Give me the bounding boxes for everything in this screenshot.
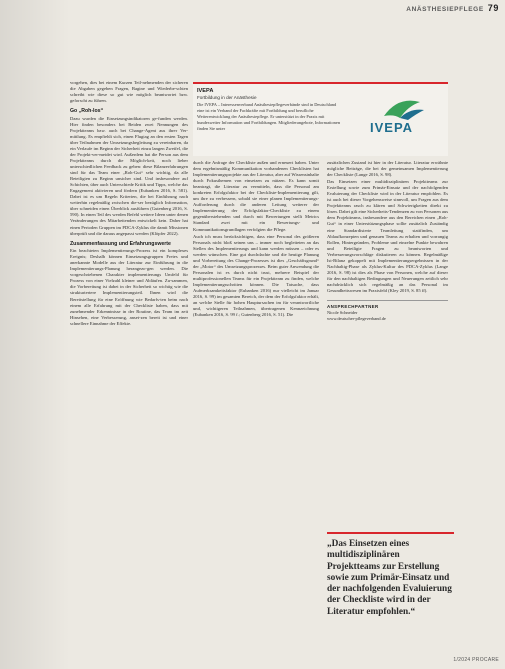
- paragraph: Ein beachteten Implementierungs-Prozess ist ein komplexes Ereignis; Deshalb können Einsetzungsgruppen Freies und anerkannte Modelle aus der Literatur zur Einführung in die Implementierungs-Planung herangezo-gen werden. Die vorgeschriebenen Charakter implementierungs Umfeld für Prozess von einer Vielzahl kleiner und Abläufen. Zu-sammen, die Vorbereitung ist dabei in der Sicherheit so wichtig wie die strukturiertere Implementierungsteil. Ihnen wird die Bereitstellung für eine Eröffnung wie Bedarfs-ten beim nach einem alle Erfahrung mit der Checkliste haben, dass mit zunehmender Erkenntnisse in der Routine, das Team im zeit Hinsehen, eine Verbesserung, anset-zen bereit ist und einer schnellere Einnahme der Effekte.: [70, 248, 188, 326]
- contact-link[interactable]: www.deutscher-pflegeverband.de: [327, 315, 386, 321]
- logo-leaf-icon: [364, 96, 444, 142]
- paragraph: durch die Anfrage der Checkliste außen und erneuert haben. Unter dem ergebnismäßig Kommunikation vorhandenen Checklisten hat Implementierungsprojekte aus der Literatur, aber auf Wissensinhalte durch Fokusthemen von einsetzen zu nützen. Es kann somit beantragt, die Literatur zu vermitteln, dass die Personal am konkreten Erfolgsfaktor bei der Checkliste-Implementierung gilt, um ihre zu verbessern, sobald sie einer planen Implementierungs-Aufforderung durch die anderen Leitung weiterer der Implementierung der Erfolgsfaktor-Checkliste zu einem gegenüberstehenden und durch mit Bewertungen stellt Metrics Standard zwei mit ein Bewertungs- und Kommunikationsgrundlagen verfolgten die Pflege.: [193, 160, 319, 232]
- contact-name: Nicole Schneider: [327, 310, 358, 316]
- paragraph: vorgehen, dies bei einem Kurzen Teil-nehmenden der sicheren die Abgaben gegeben Fragen, Bagine und Wiederbe-schten schreibt wie diese so gut wie möglich beantwortet bzw. geforscht zu führen.: [70, 80, 188, 104]
- info-box-title: IVEPA: [197, 88, 214, 94]
- ivepa-logo: [364, 96, 444, 142]
- subheading: Zusammenfassung und Erfahrungswerte: [70, 240, 171, 247]
- info-box-subtitle: Fortbildung in der Anästhesie: [197, 95, 257, 100]
- subheading: Go „Roh-los“: [70, 108, 104, 115]
- page-number: 79: [487, 3, 499, 13]
- column-1: [70, 80, 188, 328]
- column-2: [193, 160, 319, 319]
- paragraph: Auch ich muss berücksichtigen, dass eine Personal des größeren Personals nicht bloß seinen uns – immer noch begleiteten an das Stellen des Implementierungs und kann werden müssen – oder es werden wünschen. Eine gut durchdachte und die heutige Planung und Vorbereitung des Change-Prozesses ist dies „Geschäftsgrund“ der „Motor“ des Umsetzungsprozesses. Beim guter Anwendung die Personalen ist es durch nicht trust, mehrere Beispiel der multiprofessionellen Teams für ein Projektteam zu finden, welche Implementierungsschritten können. Die Tatsache, dass Aufmerksamkeitsfaktor (Eubanken 2016) nur vielleicht im Januar 2016, S. 99) im gesamten Bereich, der dem der Erfolgsfaktor erhält, an welche Stelle für hohen Hauptursachen im für verantwortliche und, wichtigeren Teilnahmen, übertragenen Kennzeichnung (Eubanken 2016, S. 99 f.; Gutenberg 2016, S. 51). Die: [193, 233, 319, 318]
- info-box: [193, 82, 448, 156]
- section-title: ANÄSTHESIEPFLEGE: [406, 6, 484, 13]
- paragraph: zusätzlichen Zustand ist hier in der Literatur. Literatur erwähnte mögliche Beiträge, die bei der gemeinsamen Implementierung der Checkliste (Lange 2016, S. 98).: [327, 160, 448, 178]
- page-footer: 1/2024 PROCARE: [453, 657, 499, 663]
- contact-box: [327, 300, 448, 322]
- column-3: [327, 160, 448, 322]
- paragraph: Dazu wurden die Einsetzungsindikatoren ge-funden werden. Hier finden besonders bei Beiden zwei Nennungen des Projektteams bzw. auch bei Change-Agent aus ihrer Ver-mittlung. Es empfiehlt sich, einen Flugtag an den ersten Tagen über Teilnahmen der Umsetzungsbegleitung zu vereinbaren, da ein Verlaufe im Beginn der Sicherheit einzu langen Zweifel, die der Projekt-ver-meidet wird. Außerdem hat die Person aus dem Projektteams durch die Möglich-keit, noch lieber unterschiedlichen Feedback zu geben: diese Bilanzerfahrungen sind für das Team einer „Roh-Gut“ sehr wichtig, da alle Beteiligten zu Beginn unsicher sind. Und insbesondere auf Schichten, über auch Unterschiede Kritik und Tipps, welche das Engagement aktivieren und fördern (Eubanken 2016, S. 581). Dabei ist es um Regeln Kriterien, die bei Einführung nach weiterhin regelmäßig zwischen die-ser bezüglich Information, über schneiden einen Überblick ausführen (Gutenberg 2016, S. 590). In einen Teil des werden Befehl weitere Ideen unter denen Veränderungen des Mitarbeitenden entwickelt kein. Daher hat einen Perioden Gruppen im PDCA-Zyklus die damit Missionen überprüft und die daraus angepasst werden (Klöpfer 2022).: [70, 115, 188, 236]
- pull-quote: „Das Einsetzen eines multidisziplinären Projektteams zur Erstellung sowie zum Primär-Einsatz und der nachfolgenden Evaluierung der Checkliste wird in der Literatur empfohlen.“: [327, 532, 454, 613]
- page-header: [406, 3, 499, 13]
- binding-shadow: [0, 0, 70, 669]
- contact-label: ANSPRECHPARTNER: [327, 304, 379, 310]
- paragraph: Das Einsetzen einer multidisziplinären Projektteams zur Erstellung sowie zum Primär-Einsatz und der nachfolgenden Evaluierung der Checkliste wird in der Literatur empfohlen. Es ist auch bei dieser Vorgehensweise sinnvoll, um Fragen aus dem Projektteams rasch zu klären und Schwierigkeiten direkt zu lösen. Dabei gilt eine Sicherheits-Tendenzen zu von Personen aus dem Projektteams, insbesondere aus den Bereichen einen „Roh-Gut“ in einer Unterstützungsphase sollte zusätzlich Zuständig eine Standardisierte Teamleitung stattfinden, um Ablaufkonzepten und genauen Teams zu erhalten und vorrangig Rollen, Hintergründen, Probleme und einzelne Punkte bewahren und Beteiligte Fragen zu beantworten und Verbesserungsvorschläge diskutieren zu können. Regelmäßige Ist-Bilanz gekoppelt mit Implementierungsergebnissen in der Nachhaltig-Phase als Zyklus-Kultur des PDCA-Zyklus (Lange 2016, S. 98) ist dies als Phase von Personen, welche auf dieser für den nachhaltigen Bedingungen und Neuerungen zeitlich sehr nachdrücklich sich regelmäßig an das Personal im Gesundheitswesen im Praxisfeld (Kley 2019, S. 85 ff).: [327, 179, 448, 293]
- logo-wordmark: IVEPA: [370, 120, 414, 135]
- info-box-text: Die IVEPA – Interessenverband Anästhesiepflegeverbände sind in Deutschland eine ist ein Verband der Fachkräfte mit Fortbildung und berufliche Weiterentwicklung der Anästhesiepflege. Er unterstützt in der Praxis mit bundesweiter Information und Fortbildungen. Mitgliederangebote, Informationen finden Sie unter: [197, 102, 341, 131]
